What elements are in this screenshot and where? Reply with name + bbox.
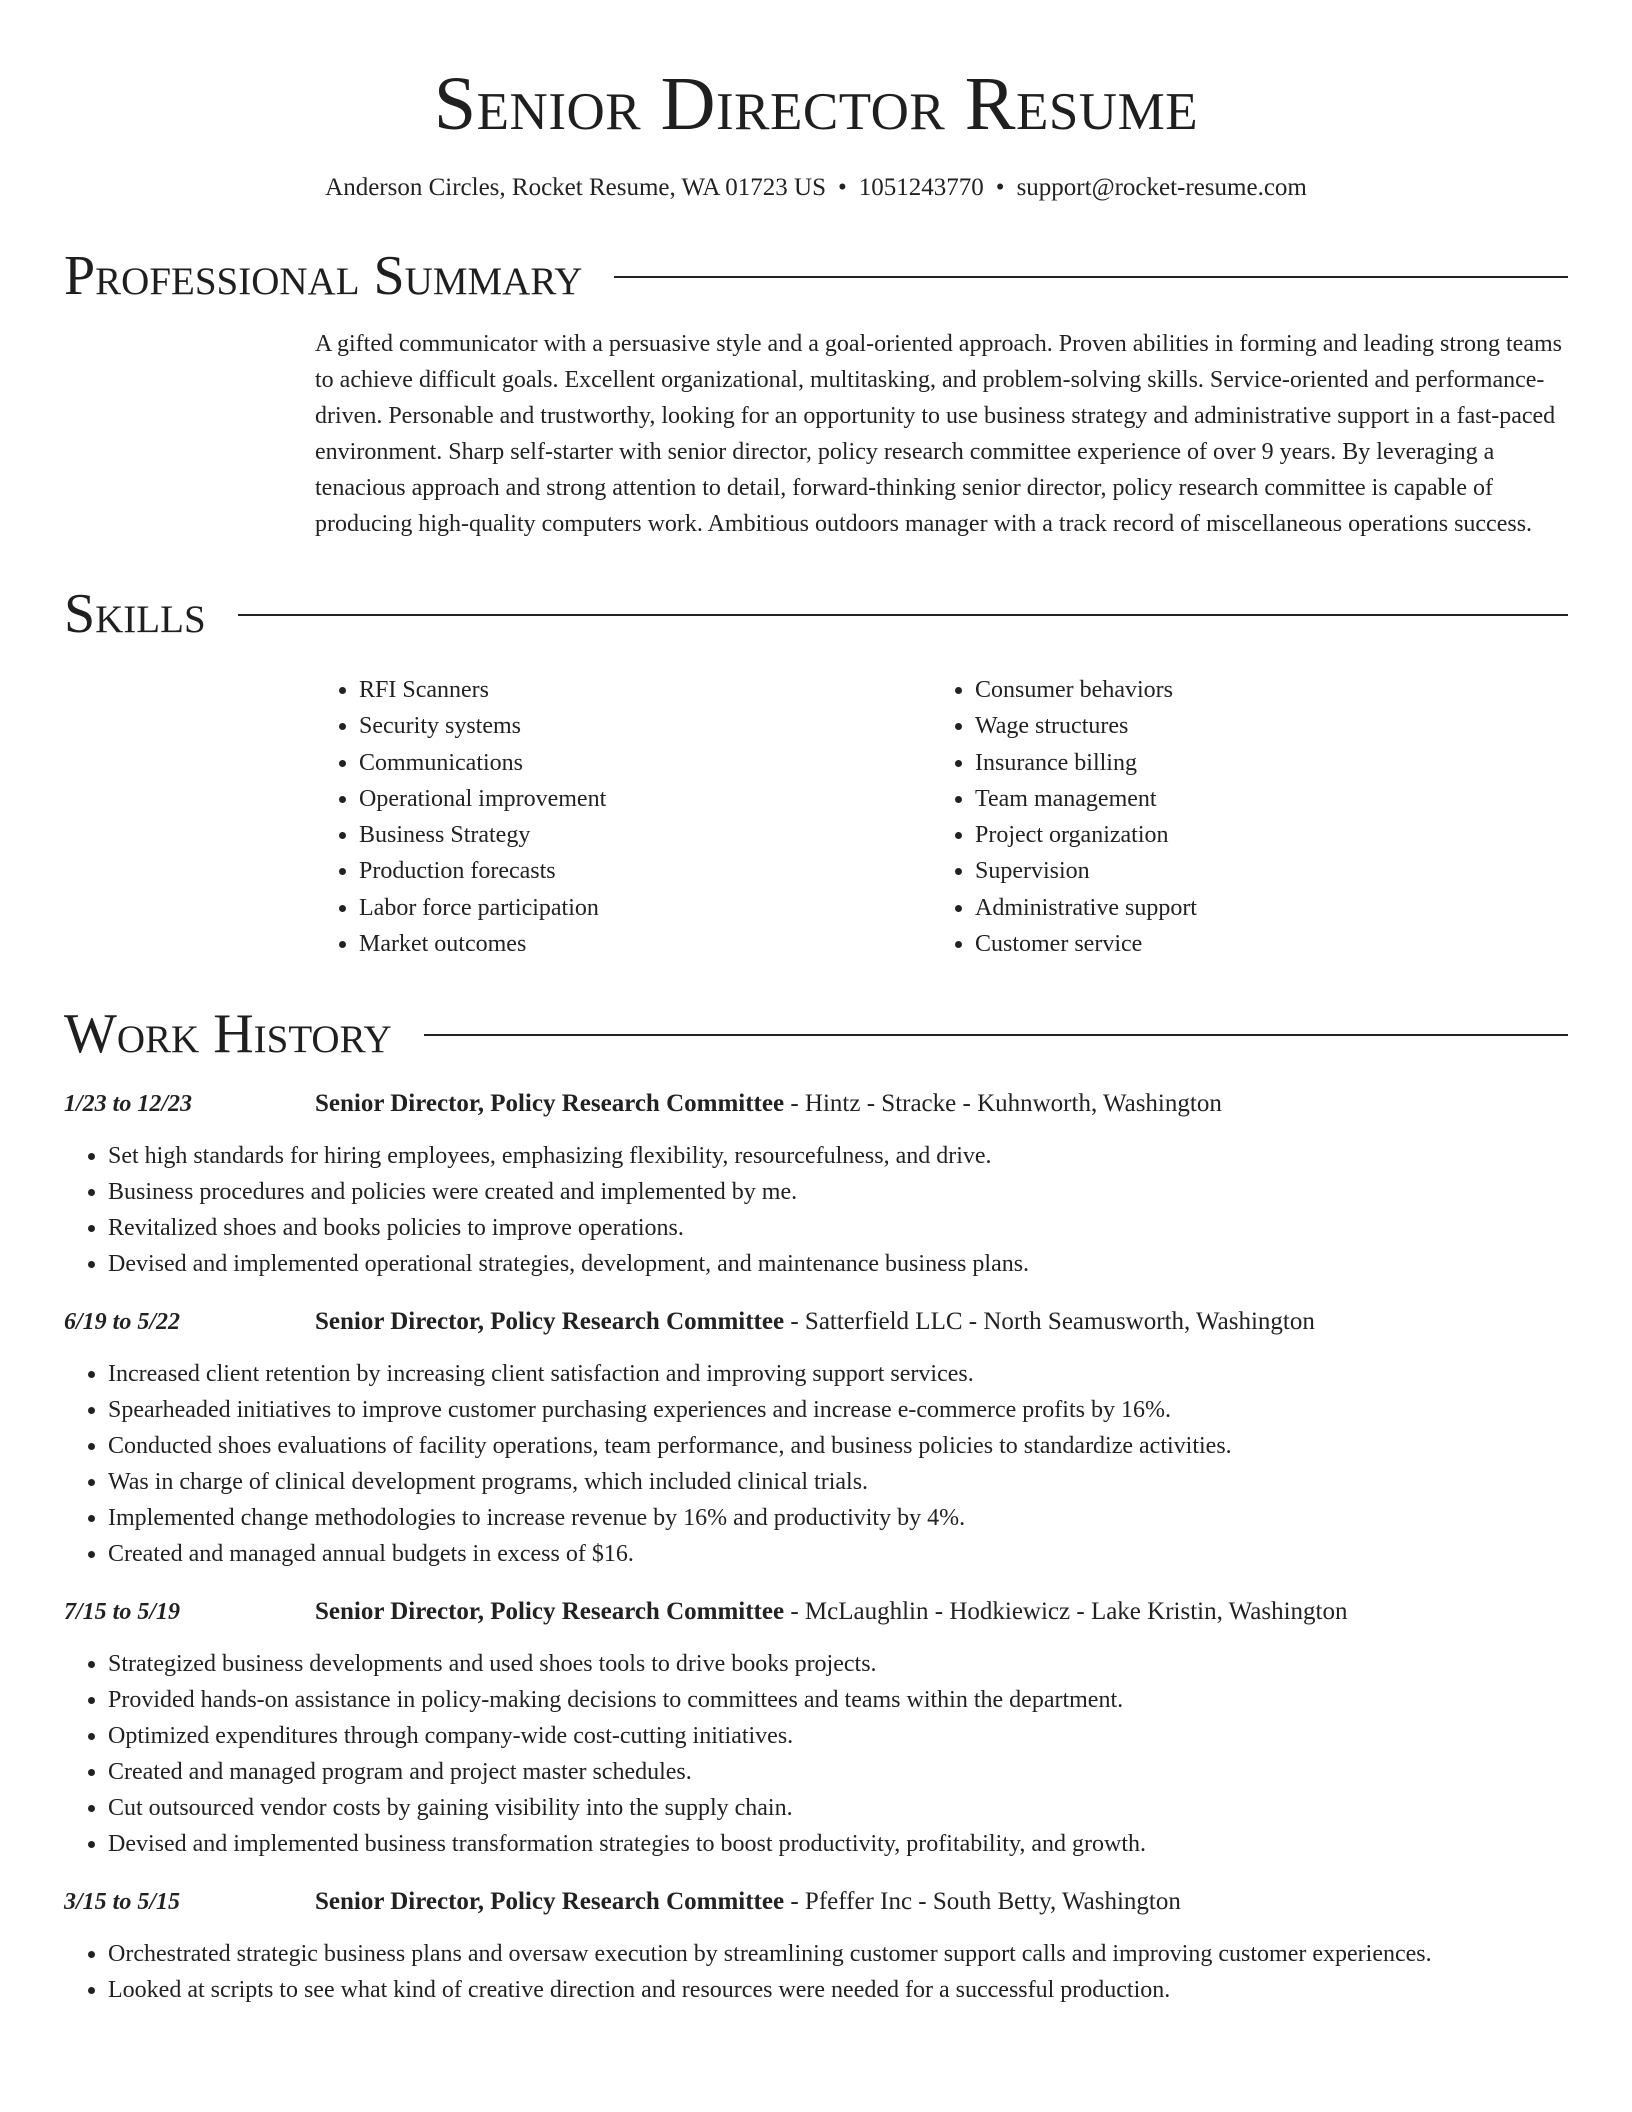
job-entry — [64, 1304, 1568, 1572]
job-header — [64, 1594, 1568, 1630]
summary-section-header — [64, 244, 1568, 308]
job-bullet: • Looked at scripts to see what kind of creative direction and resources were needed for a successful production. — [108, 1972, 1568, 2008]
job-bullet: • Conducted shoes evaluations of facility operations, team performance, and business policies to standardize activities. — [108, 1428, 1568, 1464]
skill-item: • Project organization — [975, 817, 1547, 853]
skill-item: • Supervision — [975, 853, 1547, 889]
skill-item: • Security systems — [359, 708, 931, 744]
skills-list-left — [315, 672, 931, 962]
job-employer: - Hintz - Stracke - Kuhnworth, Washington — [784, 1090, 1222, 1118]
section-divider — [614, 276, 1568, 278]
summary-text: A gifted communicator with a persuasive style and a goal-oriented approach. Proven abilities in forming and leading strong teams to achieve difficult goals. Excellent organizational, multitasking, and problem-solving skills. Service-oriented and performance-driven. Personable and trustworthy, looking for an opportunity to use business strategy and administrative support in a fast-paced environment. Sharp self-starter with senior director, policy research committee experience of over 9 years. By leveraging a tenacious approach and strong attention to detail, forward-thinking senior director, policy research committee is capable of producing high-quality computers work. Ambitious outdoors manager with a track record of miscellaneous operations success. — [315, 331, 1562, 537]
work-section-header — [64, 1002, 1568, 1066]
skill-item: • Consumer behaviors — [975, 672, 1547, 708]
job-title-line — [315, 1086, 1222, 1122]
job-bullet: • Set high standards for hiring employees, emphasizing flexibility, resourcefulness, and drive. — [108, 1138, 1568, 1174]
skills-section-header — [64, 582, 1568, 646]
skill-item: • Communications — [359, 745, 931, 781]
job-header — [64, 1086, 1568, 1122]
job-entry — [64, 1086, 1568, 1282]
job-bullet: • Cut outsourced vendor costs by gaining visibility into the supply chain. — [108, 1790, 1568, 1826]
skill-item: • Production forecasts — [359, 853, 931, 889]
job-bullet: • Spearheaded initiatives to improve customer purchasing experiences and increase e-commerce profits by 16%. — [108, 1392, 1568, 1428]
job-dates: 1/23 to 12/23 — [64, 1091, 193, 1118]
skill-item: • Administrative support — [975, 890, 1547, 926]
job-bullet: • Devised and implemented business transformation strategies to boost productivity, profitability, and growth. — [108, 1826, 1568, 1862]
skill-item: • Labor force participation — [359, 890, 931, 926]
job-bullets — [64, 1936, 1568, 2008]
job-entry — [64, 1884, 1568, 2008]
job-employer: - McLaughlin - Hodkiewicz - Lake Kristin, Washington — [784, 1598, 1348, 1626]
skill-item: • Operational improvement — [359, 781, 931, 817]
job-dates: 6/19 to 5/22 — [64, 1309, 181, 1336]
job-bullet: • Revitalized shoes and books policies to improve operations. — [108, 1210, 1568, 1246]
job-employer: - Satterfield LLC - North Seamusworth, Washington — [784, 1308, 1315, 1336]
job-bullet: • Created and managed annual budgets in excess of $16. — [108, 1536, 1568, 1572]
skill-item: • Wage structures — [975, 708, 1547, 744]
job-bullet: • Provided hands-on assistance in policy-making decisions to committees and teams within the department. — [108, 1682, 1568, 1718]
job-bullet: • Was in charge of clinical development programs, which included clinical trials. — [108, 1464, 1568, 1500]
contact-separator: • — [838, 174, 847, 201]
job-bullets — [64, 1138, 1568, 1282]
skill-item: • Market outcomes — [359, 926, 931, 962]
job-dates: 3/15 to 5/15 — [64, 1889, 181, 1916]
skill-item: • Customer service — [975, 926, 1547, 962]
section-divider — [238, 614, 1568, 616]
contact-phone: 1051243770 — [858, 174, 984, 201]
job-bullet: • Devised and implemented operational strategies, development, and maintenance business plans. — [108, 1246, 1568, 1282]
job-employer: - Pfeffer Inc - South Betty, Washington — [784, 1888, 1181, 1916]
job-entry — [64, 1594, 1568, 1862]
skill-item: • Insurance billing — [975, 745, 1547, 781]
job-title: Senior Director, Policy Research Committee — [315, 1308, 785, 1336]
summary-heading: Professional Summary — [64, 245, 583, 307]
job-header — [64, 1304, 1568, 1340]
skill-item: • Business Strategy — [359, 817, 931, 853]
job-bullet: • Orchestrated strategic business plans and oversaw execution by streamlining customer support calls and improving customer experiences. — [108, 1936, 1568, 1972]
job-title-line — [315, 1304, 1315, 1340]
job-title: Senior Director, Policy Research Committee — [315, 1888, 785, 1916]
contact-email: support@rocket-resume.com — [1016, 174, 1307, 201]
skill-item: • RFI Scanners — [359, 672, 931, 708]
job-bullet: • Created and managed program and project master schedules. — [108, 1754, 1568, 1790]
skill-item: • Team management — [975, 781, 1547, 817]
job-header — [64, 1884, 1568, 1920]
contact-line — [64, 172, 1568, 204]
skills-list-right — [931, 672, 1547, 962]
resume-title: Senior Director Resume — [433, 62, 1199, 146]
job-title-line — [315, 1594, 1347, 1630]
job-bullet: • Strategized business developments and used shoes tools to drive books projects. — [108, 1646, 1568, 1682]
job-dates: 7/15 to 5/19 — [64, 1599, 181, 1626]
job-bullet: • Optimized expenditures through company-wide cost-cutting initiatives. — [108, 1718, 1568, 1754]
job-title-line — [315, 1884, 1181, 1920]
job-bullet: • Increased client retention by increasing client satisfaction and improving support services. — [108, 1356, 1568, 1392]
skills-lists — [315, 672, 1568, 962]
work-history-list — [64, 1086, 1568, 2008]
job-bullets — [64, 1646, 1568, 1862]
job-bullet: • Business procedures and policies were created and implemented by me. — [108, 1174, 1568, 1210]
work-heading: Work History — [64, 1003, 392, 1066]
job-bullets — [64, 1356, 1568, 1572]
skills-heading: Skills — [64, 583, 206, 645]
job-title: Senior Director, Policy Research Committee — [315, 1090, 785, 1118]
section-divider — [424, 1034, 1568, 1036]
contact-address: Anderson Circles, Rocket Resume, WA 01723 US — [325, 174, 827, 201]
contact-separator: • — [995, 174, 1005, 201]
job-bullet: • Implemented change methodologies to increase revenue by 16% and productivity by 4%. — [108, 1500, 1568, 1536]
job-title: Senior Director, Policy Research Committee — [315, 1598, 785, 1626]
